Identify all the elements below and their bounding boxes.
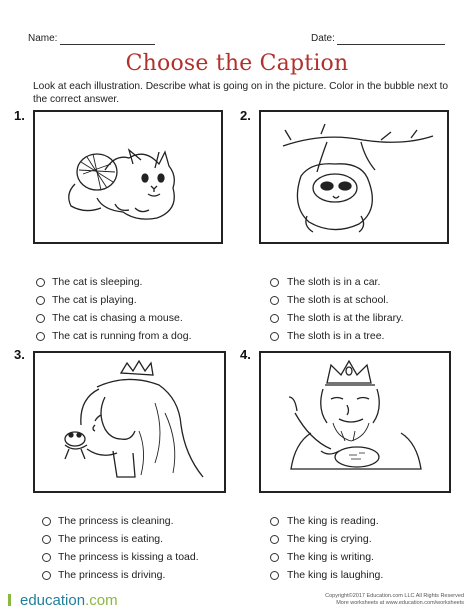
copyright-notice: [325, 593, 464, 607]
question-number-3: 3.: [14, 347, 25, 362]
page-title: Choose the Caption: [125, 51, 349, 76]
king-drawing: [261, 353, 449, 491]
question-number-2: 2.: [240, 108, 251, 123]
option-4b: The king is crying.: [287, 533, 372, 545]
option-3c: The princess is kissing a toad.: [58, 551, 199, 563]
answer-bubble-2a[interactable]: [270, 278, 279, 287]
answer-bubble-3b[interactable]: [42, 535, 51, 544]
question-number-1: 1.: [14, 108, 25, 123]
sloth-drawing: [261, 112, 447, 242]
answer-bubble-1a[interactable]: [36, 278, 45, 287]
name-label: Name:: [28, 33, 58, 44]
copyright-line-2: More worksheets at www.education.com/worksheets: [336, 600, 464, 606]
option-1a: The cat is sleeping.: [52, 276, 143, 288]
princess-drawing: [35, 353, 224, 491]
answer-bubble-4a[interactable]: [270, 517, 279, 526]
option-3a: The princess is cleaning.: [58, 515, 174, 527]
education-logo: [8, 592, 118, 609]
answer-bubble-3c[interactable]: [42, 553, 51, 562]
answer-bubble-3a[interactable]: [42, 517, 51, 526]
answer-bubble-4d[interactable]: [270, 571, 279, 580]
option-4c: The king is writing.: [287, 551, 374, 563]
cat-drawing: [35, 112, 221, 242]
answer-bubble-1d[interactable]: [36, 332, 45, 341]
king-illustration: [259, 351, 451, 493]
name-field[interactable]: [60, 44, 155, 45]
answer-bubble-2b[interactable]: [270, 296, 279, 305]
option-2d: The sloth is in a tree.: [287, 330, 385, 342]
option-4a: The king is reading.: [287, 515, 379, 527]
answer-bubble-1b[interactable]: [36, 296, 45, 305]
copyright-line-1: Copyright©2017 Education.com LLC All Rights Reserved: [325, 593, 464, 599]
cat-illustration: [33, 110, 223, 244]
date-field[interactable]: [337, 44, 445, 45]
option-1b: The cat is playing.: [52, 294, 137, 306]
princess-illustration: [33, 351, 226, 493]
instructions: Look at each illustration. Describe what is going on in the picture. Color in the bubble next to the correct answer.: [33, 81, 449, 105]
option-3d: The princess is driving.: [58, 569, 166, 581]
sloth-illustration: [259, 110, 449, 244]
answer-bubble-3d[interactable]: [42, 571, 51, 580]
logo-main-text: education: [20, 592, 86, 609]
answer-bubble-2d[interactable]: [270, 332, 279, 341]
option-1d: The cat is running from a dog.: [52, 330, 192, 342]
option-3b: The princess is eating.: [58, 533, 164, 545]
option-2b: The sloth is at school.: [287, 294, 389, 306]
answer-bubble-4b[interactable]: [270, 535, 279, 544]
answer-bubble-2c[interactable]: [270, 314, 279, 323]
option-2a: The sloth is in a car.: [287, 276, 381, 288]
date-label: Date:: [311, 33, 335, 44]
option-1c: The cat is chasing a mouse.: [52, 312, 183, 324]
logo-pencil-icon: [8, 594, 19, 606]
question-number-4: 4.: [240, 347, 251, 362]
answer-bubble-1c[interactable]: [36, 314, 45, 323]
option-2c: The sloth is at the library.: [287, 312, 404, 324]
logo-suffix-text: .com: [85, 592, 118, 609]
answer-bubble-4c[interactable]: [270, 553, 279, 562]
option-4d: The king is laughing.: [287, 569, 384, 581]
